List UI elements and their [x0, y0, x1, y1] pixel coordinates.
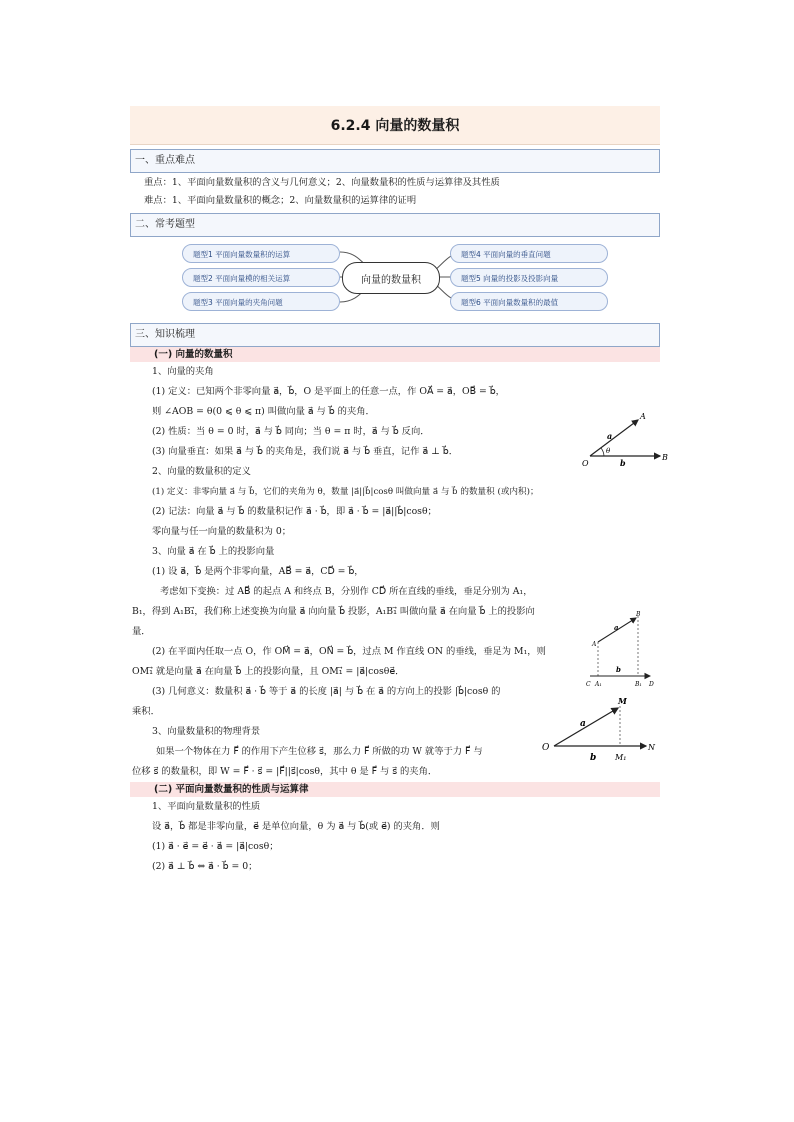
question-type-1: 题型1 平面向量数量积的运算: [182, 244, 340, 263]
key-point-line: 重点：1、平面向量数量积的含义与几何意义；2、向量数量积的性质与运算律及其性质: [144, 177, 500, 188]
label-d: D: [649, 681, 654, 688]
subsection-properties: (二) 平面向量数量积的性质与运算律: [130, 782, 660, 797]
text-line: 1、平面向量数量积的性质: [152, 801, 261, 812]
label-n: N: [648, 743, 655, 752]
text-line: 设 a⃗，b⃗ 都是非零向量，e⃗ 是单位向量，θ 为 a⃗ 与 b⃗(或 e⃗) 的夹角．则: [152, 821, 440, 832]
text-line: (1) 定义：非零向量 a⃗ 与 b⃗，它们的夹角为 θ，数量 |a⃗||b⃗|cosθ 叫做向量 a⃗ 与 b⃗ 的数量积 (或内积)；: [152, 487, 539, 497]
label-b-point: B: [662, 453, 668, 462]
knowledge-body: [130, 362, 668, 782]
text-line: 1、向量的夹角: [152, 366, 214, 377]
text-line: 则 ∠AOB = θ(0 ⩽ θ ⩽ π) 叫做向量 a⃗ 与 b⃗ 的夹角．: [152, 406, 375, 417]
vector-oa-arrow: [590, 420, 638, 456]
text-line: 2、向量的数量积的定义: [152, 466, 251, 477]
section-header-knowledge: 三、知识梳理: [130, 323, 660, 347]
label-vec-a: a: [614, 623, 619, 632]
label-o: O: [542, 743, 550, 753]
text-line: 如果一个物体在力 F⃗ 的作用下产生位移 s⃗，那么力 F⃗ 所做的功 W 就等于力 F⃗ 与: [156, 746, 483, 757]
label-m: M: [618, 696, 627, 706]
text-line: 乘积．: [132, 706, 160, 717]
question-type-3: 题型3 平面向量的夹角问题: [182, 292, 340, 311]
text-line: (2) 在平面内任取一点 O，作 OM⃗ = a⃗，ON⃗ = b⃗，过点 M 作直线 ON 的垂线，垂足为 M₁，则: [152, 646, 546, 657]
mind-map-left: [182, 244, 340, 311]
doc-title: 6.2.4 向量的数量积: [130, 106, 660, 145]
subsection-dot-product: (一) 向量的数量积: [130, 347, 660, 362]
text-line: OM₁⃗ 就是向量 a⃗ 在向量 b⃗ 上的投影向量，且 OM₁⃗ = |a⃗|cosθe⃗．: [132, 666, 405, 677]
text-line: (1) 定义：已知两个非零向量 a⃗，b⃗，O 是平面上的任意一点，作 OA⃗ = a⃗，OB⃗ = b⃗，: [152, 386, 505, 397]
text-line: 3、向量数量积的物理背景: [152, 726, 261, 737]
vector-om-arrow: [554, 708, 618, 746]
difficulty-line: 难点：1、平面向量数量积的概念；2、向量数量积的运算律的证明: [144, 195, 417, 206]
mind-map-center: 向量的数量积: [342, 262, 440, 294]
document-page: [130, 106, 668, 877]
text-line: (2) 记法：向量 a⃗ 与 b⃗ 的数量积记作 a⃗ · b⃗，即 a⃗ · b⃗ = |a⃗||b⃗|cosθ；: [152, 506, 437, 517]
text-line: (3) 几何意义：数量积 a⃗ · b⃗ 等于 a⃗ 的长度 |a⃗| 与 b⃗ 在 a⃗ 的方向上的投影 |b⃗|cosθ 的: [152, 686, 501, 697]
section-header-key-points: 一、重点难点: [130, 149, 660, 173]
label-a-point: A: [640, 412, 646, 421]
text-line: 考虑如下变换：过 AB⃗ 的起点 A 和终点 B，分别作 CD⃗ 所在直线的垂线，垂足分别为 A₁，: [160, 586, 533, 597]
question-type-4: 题型4 平面向量的垂直问题: [450, 244, 608, 263]
text-line: (3) 向量垂直：如果 a⃗ 与 b⃗ 的夹角是，我们说 a⃗ 与 b⃗ 垂直，记作 a⃗ ⊥ b⃗．: [152, 446, 458, 457]
text-line: (2) 性质：当 θ = 0 时，a⃗ 与 b⃗ 同向；当 θ = π 时，a⃗ 与 b⃗ 反向．: [152, 426, 430, 437]
label-c: C: [586, 681, 591, 688]
text-line: 零向量与任一向量的数量积为 0；: [152, 526, 292, 537]
label-b1: B₁: [635, 681, 642, 688]
label-b: B: [636, 611, 641, 618]
mind-map-right: [450, 244, 608, 311]
label-a1: A₁: [595, 681, 602, 688]
text-line: 量．: [132, 626, 151, 637]
label-vec-a: a: [580, 719, 586, 729]
question-type-2: 题型2 平面向量模的相关运算: [182, 268, 340, 287]
text-line: B₁，得到 A₁B₁⃗，我们称上述变换为向量 a⃗ 向向量 b⃗ 投影，A₁B₁⃗ 叫做向量 a⃗ 在向量 b⃗ 上的投影向: [132, 606, 535, 617]
mind-map: [130, 237, 660, 317]
label-vec-b: b: [616, 665, 621, 674]
figure-projection: [586, 610, 660, 688]
label-m1: M₁: [615, 753, 627, 762]
text-line: (1) a⃗ · e⃗ = e⃗ · a⃗ = |a⃗|cosθ；: [152, 841, 279, 852]
question-type-6: 题型6 平面向量数量积的最值: [450, 292, 608, 311]
label-theta: θ: [606, 447, 611, 455]
section-header-question-types: 二、常考题型: [130, 213, 660, 237]
text-line: (1) 设 a⃗，b⃗ 是两个非零向量，AB⃗ = a⃗，CD⃗ = b⃗，: [152, 566, 364, 577]
text-line: 位移 s⃗ 的数量积，即 W = F⃗ · s⃗ = |F⃗||s⃗|cosθ，其中 θ 是 F⃗ 与 s⃗ 的夹角．: [132, 766, 438, 777]
label-vec-b: b: [620, 458, 626, 468]
label-vec-a: a: [607, 431, 613, 441]
label-vec-b: b: [590, 753, 597, 763]
text-line: (2) a⃗ ⊥ b⃗ ⇔ a⃗ · b⃗ = 0；: [152, 861, 258, 872]
label-o-point: O: [582, 459, 589, 468]
question-type-5: 题型5 向量的投影及投影向量: [450, 268, 608, 287]
figure-om-projection: [540, 692, 660, 768]
text-line: 3、向量 a⃗ 在 b⃗ 上的投影向量: [152, 546, 275, 557]
figure-vector-angle: [580, 404, 670, 474]
label-a: A: [592, 641, 597, 648]
